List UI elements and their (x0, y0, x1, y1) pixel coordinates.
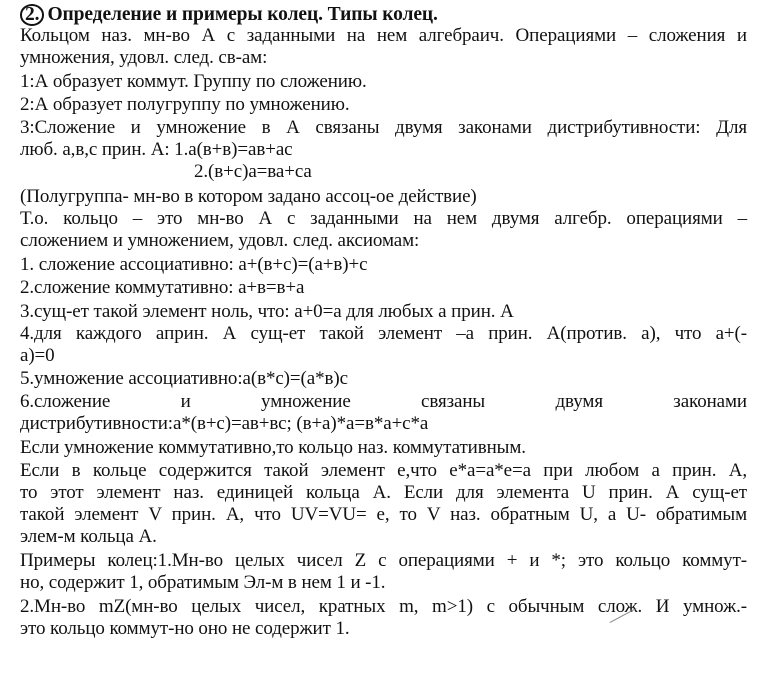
text-line: такой элемент V прин. А, что UV=VU= е, то V наз. обратным U, а U- обратимым (20, 504, 747, 525)
section-number: 2. (20, 4, 44, 26)
text-line: то этот элемент наз. единицей кольца А. Если для элемента U прин. А сущ-ет (20, 482, 747, 503)
text-line: Т.о. кольцо – это мн-во А с заданными на нем двумя алгебр. операциями – (20, 208, 747, 229)
text-line: 3.сущ-ет такой элемент ноль, что: а+0=а для любых а прин. А (20, 301, 514, 322)
text-line: 3:Сложение и умножение в А связаны двумя законами дистрибутивности: Для (20, 117, 747, 138)
text-line: но, содержит 1, обратимым Эл-м в нем 1 и -1. (20, 572, 386, 593)
section-title (20, 4, 438, 26)
text-line: 1:А образует коммут. Группу по сложению. (20, 71, 367, 92)
text-line: элем-м кольца А. (20, 526, 157, 547)
text-line: сложением и умножением, удовл. след. аксиомам: (20, 230, 420, 251)
text-line: умножения, удовл. след. св-ам: (20, 47, 268, 68)
text-line: (Полугруппа- мн-во в котором задано ассоц-ое действие) (20, 186, 477, 207)
text-line: 6.сложение и умножение связаны двумя законами (20, 391, 747, 412)
text-line: 2.(в+с)а=ва+са (194, 161, 312, 182)
text-line: 5.умножение ассоциативно:а(в*с)=(а*в)с (20, 368, 348, 389)
text-line: 2.Мн-во mZ(мн-во целых чисел, кратных m, m>1) с обычным слож. И умнож.- (20, 596, 747, 617)
text-line: люб. а,в,с прин. А: 1.а(в+в)=ав+ас (20, 139, 293, 160)
text-line: Примеры колец:1.Мн-во целых чисел Z с операциями + и *; это кольцо коммут- (20, 550, 747, 571)
text-line: Если умножение коммутативно,то кольцо наз. коммутативным. (20, 437, 526, 458)
text-line: 1. сложение ассоциативно: а+(в+с)=(а+в)+с (20, 254, 368, 275)
text-line: 2:А образует полугруппу по умножению. (20, 94, 350, 115)
text-line: 2.сложение коммутативно: а+в=в+а (20, 277, 305, 298)
text-line: Если в кольце содержится такой элемент е,что е*а=а*е=а при любом а прин. А, (20, 460, 747, 481)
text-line: 4.для каждого aприн. А сущ-ет такой элемент –а прин. А(против. а), что а+(- (20, 323, 747, 344)
text-line: а)=0 (20, 345, 55, 366)
section-title-text: Определение и примеры колец. Типы колец. (47, 4, 438, 25)
text-line: дистрибутивности:а*(в+с)=ав+вс; (в+а)*а=в*а+с*а (20, 413, 429, 434)
text-line: Кольцом наз. мн-во А с заданными на нем алгебраич. Операциями – сложения и (20, 25, 747, 46)
text-line: это кольцо коммут-но оно не содержит 1. (20, 618, 350, 639)
